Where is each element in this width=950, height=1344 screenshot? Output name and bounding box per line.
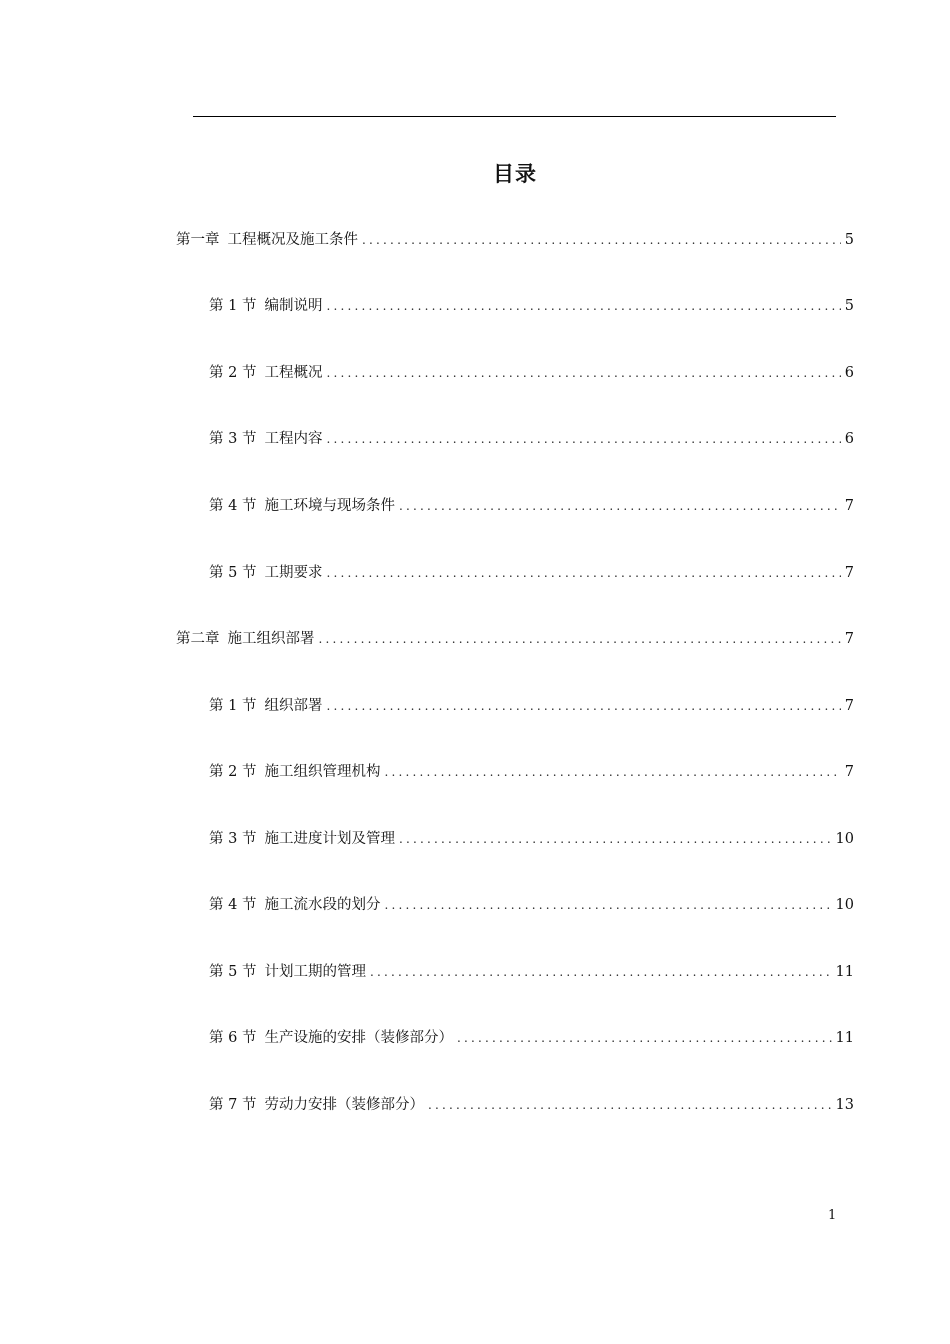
toc-entry-title: 施工环境与现场条件: [264, 498, 395, 514]
dot-leader: [370, 962, 832, 982]
toc-entry-title: 组织部署: [264, 698, 323, 714]
toc-entry-page: 5: [844, 298, 854, 314]
toc-entry-page: 5: [844, 232, 854, 248]
dot-leader: [399, 829, 832, 849]
toc-entry-page: 11: [835, 1030, 854, 1046]
toc-entry-label: [209, 296, 322, 316]
toc-title: 目录: [493, 162, 537, 186]
dot-leader: [319, 629, 841, 649]
toc-entry-prefix: 第 1 节: [209, 298, 257, 314]
toc-entry-section[interactable]: [209, 563, 854, 583]
toc-entry-prefix: 第 6 节: [209, 1030, 257, 1046]
toc-entry-title: 施工组织部署: [227, 631, 315, 647]
toc-entry-label: [209, 363, 322, 383]
toc-entry-section[interactable]: [209, 762, 854, 782]
toc-entry-page: 6: [844, 431, 854, 447]
toc-entry-label: [209, 829, 395, 849]
toc-entry-title: 施工进度计划及管理: [264, 831, 395, 847]
toc-entry-title: 生产设施的安排（装修部分）: [264, 1030, 453, 1046]
toc-entry-prefix: 第 2 节: [209, 764, 257, 780]
toc-entry-prefix: 第二章: [176, 631, 220, 647]
toc-entry-chapter-2[interactable]: [176, 629, 854, 649]
toc-entry-title: 工程内容: [264, 431, 323, 447]
toc-entry-page: 7: [844, 698, 854, 714]
toc-entry-title: 施工流水段的划分: [264, 897, 381, 913]
toc-entry-page: 10: [835, 897, 854, 913]
toc-entry-page: 7: [844, 764, 854, 780]
toc-entry-label: [209, 962, 366, 982]
toc-entry-label: [209, 496, 395, 516]
toc-entry-title: 工期要求: [264, 565, 323, 581]
toc-entry-label: [209, 1095, 424, 1115]
dot-leader: [399, 496, 841, 516]
toc-entry-section[interactable]: [209, 895, 854, 915]
dot-leader: [326, 363, 840, 383]
toc-entry-prefix: 第 4 节: [209, 897, 257, 913]
toc-entry-section[interactable]: [209, 429, 854, 449]
toc-entry-prefix: 第一章: [176, 232, 220, 248]
toc-entry-section[interactable]: [209, 696, 854, 716]
toc-entry-label: [209, 762, 380, 782]
toc-entry-title: 编制说明: [264, 298, 323, 314]
dot-leader: [384, 762, 840, 782]
dot-leader: [326, 296, 840, 316]
toc-entry-label: [176, 230, 358, 250]
header-rule: [193, 116, 836, 117]
toc-entry-label: [209, 429, 322, 449]
page-number: 1: [828, 1208, 837, 1223]
toc-entry-label: [176, 629, 315, 649]
toc-entry-prefix: 第 5 节: [209, 565, 257, 581]
toc-entry-title: 施工组织管理机构: [264, 764, 381, 780]
toc-entry-prefix: 第 4 节: [209, 498, 257, 514]
toc-entry-page: 7: [844, 498, 854, 514]
toc-entry-label: [209, 563, 322, 583]
dot-leader: [362, 230, 841, 250]
toc-entry-page: 13: [835, 1097, 854, 1113]
toc-entry-title: 计划工期的管理: [264, 964, 366, 980]
toc-entry-section[interactable]: [209, 1028, 854, 1048]
toc-entry-section[interactable]: [209, 829, 854, 849]
toc-entry-label: [209, 1028, 453, 1048]
toc-entry-chapter-1[interactable]: [176, 230, 854, 250]
dot-leader: [457, 1028, 832, 1048]
toc-entry-prefix: 第 7 节: [209, 1097, 257, 1113]
toc-entry-label: [209, 895, 380, 915]
dot-leader: [326, 429, 840, 449]
toc-entry-title: 工程概况及施工条件: [227, 232, 358, 248]
dot-leader: [326, 696, 840, 716]
toc-entry-prefix: 第 1 节: [209, 698, 257, 714]
toc-entry-page: 11: [835, 964, 854, 980]
toc-entry-title: 劳动力安排（装修部分）: [264, 1097, 424, 1113]
toc-entry-title: 工程概况: [264, 365, 323, 381]
toc-entry-section[interactable]: [209, 363, 854, 383]
toc-entry-label: [209, 696, 322, 716]
toc-entry-section[interactable]: [209, 1095, 854, 1115]
toc-entry-page: 7: [844, 631, 854, 647]
toc-entry-page: 7: [844, 565, 854, 581]
toc-entry-section[interactable]: [209, 296, 854, 316]
toc-entry-section[interactable]: [209, 496, 854, 516]
dot-leader: [326, 563, 840, 583]
toc-entry-page: 6: [844, 365, 854, 381]
toc-entry-prefix: 第 3 节: [209, 831, 257, 847]
dot-leader: [428, 1095, 832, 1115]
toc-entry-prefix: 第 3 节: [209, 431, 257, 447]
toc-entry-page: 10: [835, 831, 854, 847]
toc-entry-section[interactable]: [209, 962, 854, 982]
toc-entry-prefix: 第 2 节: [209, 365, 257, 381]
toc-entry-prefix: 第 5 节: [209, 964, 257, 980]
dot-leader: [384, 895, 831, 915]
